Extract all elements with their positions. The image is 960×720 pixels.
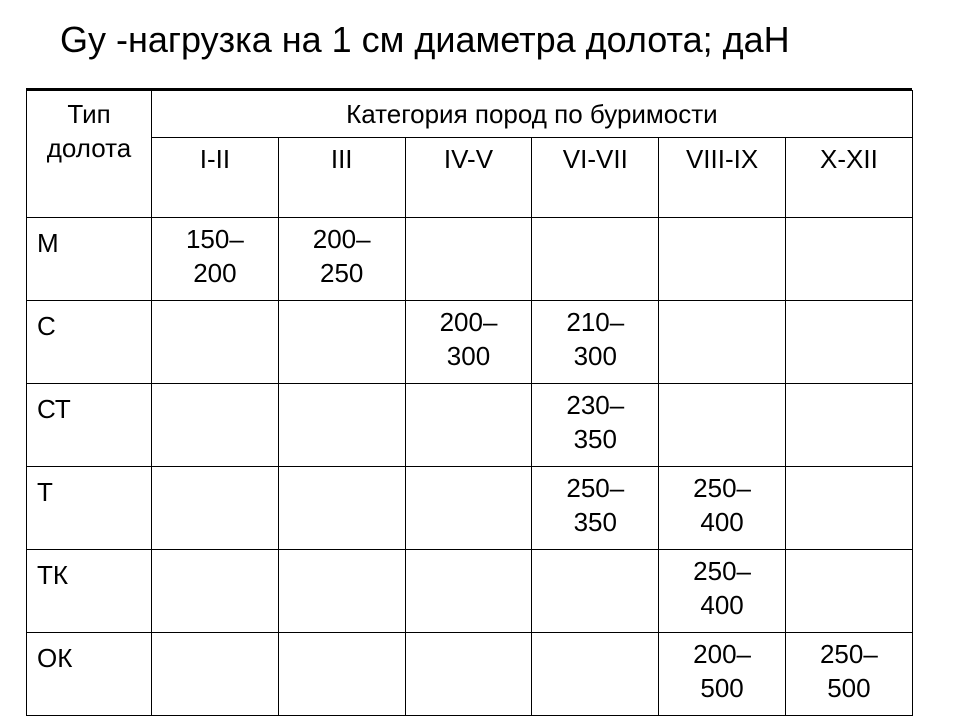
load-value-cell — [785, 633, 912, 716]
load-value-cell — [659, 384, 786, 467]
load-range-end: 500 — [700, 673, 744, 703]
load-range-start: 250– — [819, 639, 878, 669]
bit-type-cell: С — [27, 301, 152, 384]
load-range-end: 250 — [320, 258, 364, 288]
category-header-cell: X-XII — [785, 138, 912, 218]
load-range-start: 250– — [693, 556, 751, 586]
load-range-start: 210– — [566, 307, 625, 337]
load-range-start: 150– — [185, 224, 244, 254]
load-value-cell — [152, 384, 279, 467]
load-range-end: 500 — [827, 673, 871, 703]
bit-type-cell: ОК — [27, 633, 152, 716]
load-range-start: 200– — [439, 307, 498, 337]
load-range-end: 300 — [446, 341, 491, 371]
load-range-end: 200 — [193, 258, 237, 288]
bit-type-cell: ТК — [27, 550, 152, 633]
load-value-cell — [278, 301, 405, 384]
load-value-cell — [785, 550, 912, 633]
load-value-cell — [532, 550, 659, 633]
load-value-cell — [152, 301, 279, 384]
bit-type-cell: Т — [27, 467, 152, 550]
load-value-cell — [532, 384, 659, 467]
load-table — [26, 90, 913, 716]
load-range-end: 350 — [573, 507, 617, 537]
bit-type-cell: М — [27, 218, 152, 301]
load-range-start: 200– — [312, 224, 371, 254]
load-range-end: 350 — [573, 424, 617, 454]
load-value-cell — [278, 550, 405, 633]
category-header-cell: VI-VII — [532, 138, 659, 218]
load-range-start: 250– — [693, 473, 751, 503]
load-range-start: 200– — [693, 639, 751, 669]
load-value-cell — [405, 467, 532, 550]
table-row — [27, 384, 913, 467]
load-range-end: 300 — [573, 341, 617, 371]
load-range-end: 400 — [700, 507, 744, 537]
category-header-cell: I-II — [152, 138, 279, 218]
table-row — [27, 218, 913, 301]
load-value-cell — [785, 301, 912, 384]
load-range-end: 400 — [700, 590, 744, 620]
bit-type-cell: СТ — [27, 384, 152, 467]
category-header-cell: VIII-IX — [659, 138, 786, 218]
load-value-cell — [152, 633, 279, 716]
load-value-cell — [278, 467, 405, 550]
load-value-cell — [785, 467, 912, 550]
load-value-cell — [659, 633, 786, 716]
load-value-cell — [659, 218, 786, 301]
load-value-cell — [152, 550, 279, 633]
bit-type-header-line1: Тип — [67, 99, 111, 129]
load-range-start: 250– — [566, 473, 625, 503]
load-value-cell — [532, 301, 659, 384]
load-value-cell — [405, 301, 532, 384]
rock-category-header: Категория пород по буримости — [152, 91, 913, 138]
bit-type-header-line2: долота — [46, 133, 132, 163]
category-header-cell: IV-V — [405, 138, 532, 218]
load-range-start: 230– — [566, 390, 625, 420]
load-value-cell — [278, 384, 405, 467]
load-value-cell — [532, 633, 659, 716]
load-value-cell — [785, 218, 912, 301]
load-value-cell — [659, 301, 786, 384]
load-value-cell — [405, 633, 532, 716]
load-value-cell — [532, 467, 659, 550]
load-value-cell — [405, 218, 532, 301]
table-row — [27, 467, 913, 550]
category-header-cell: III — [278, 138, 405, 218]
load-value-cell — [405, 550, 532, 633]
table-row — [27, 550, 913, 633]
load-value-cell — [532, 218, 659, 301]
bit-type-header — [27, 91, 152, 218]
load-value-cell — [405, 384, 532, 467]
slide-title: Gy -нагрузка на 1 см диаметра долота; даН — [60, 19, 790, 60]
table-row — [27, 633, 913, 716]
load-value-cell — [278, 633, 405, 716]
load-value-cell — [152, 218, 279, 301]
table-row — [27, 301, 913, 384]
load-value-cell — [152, 467, 279, 550]
load-value-cell — [278, 218, 405, 301]
load-value-cell — [659, 550, 786, 633]
load-value-cell — [785, 384, 912, 467]
load-value-cell — [659, 467, 786, 550]
